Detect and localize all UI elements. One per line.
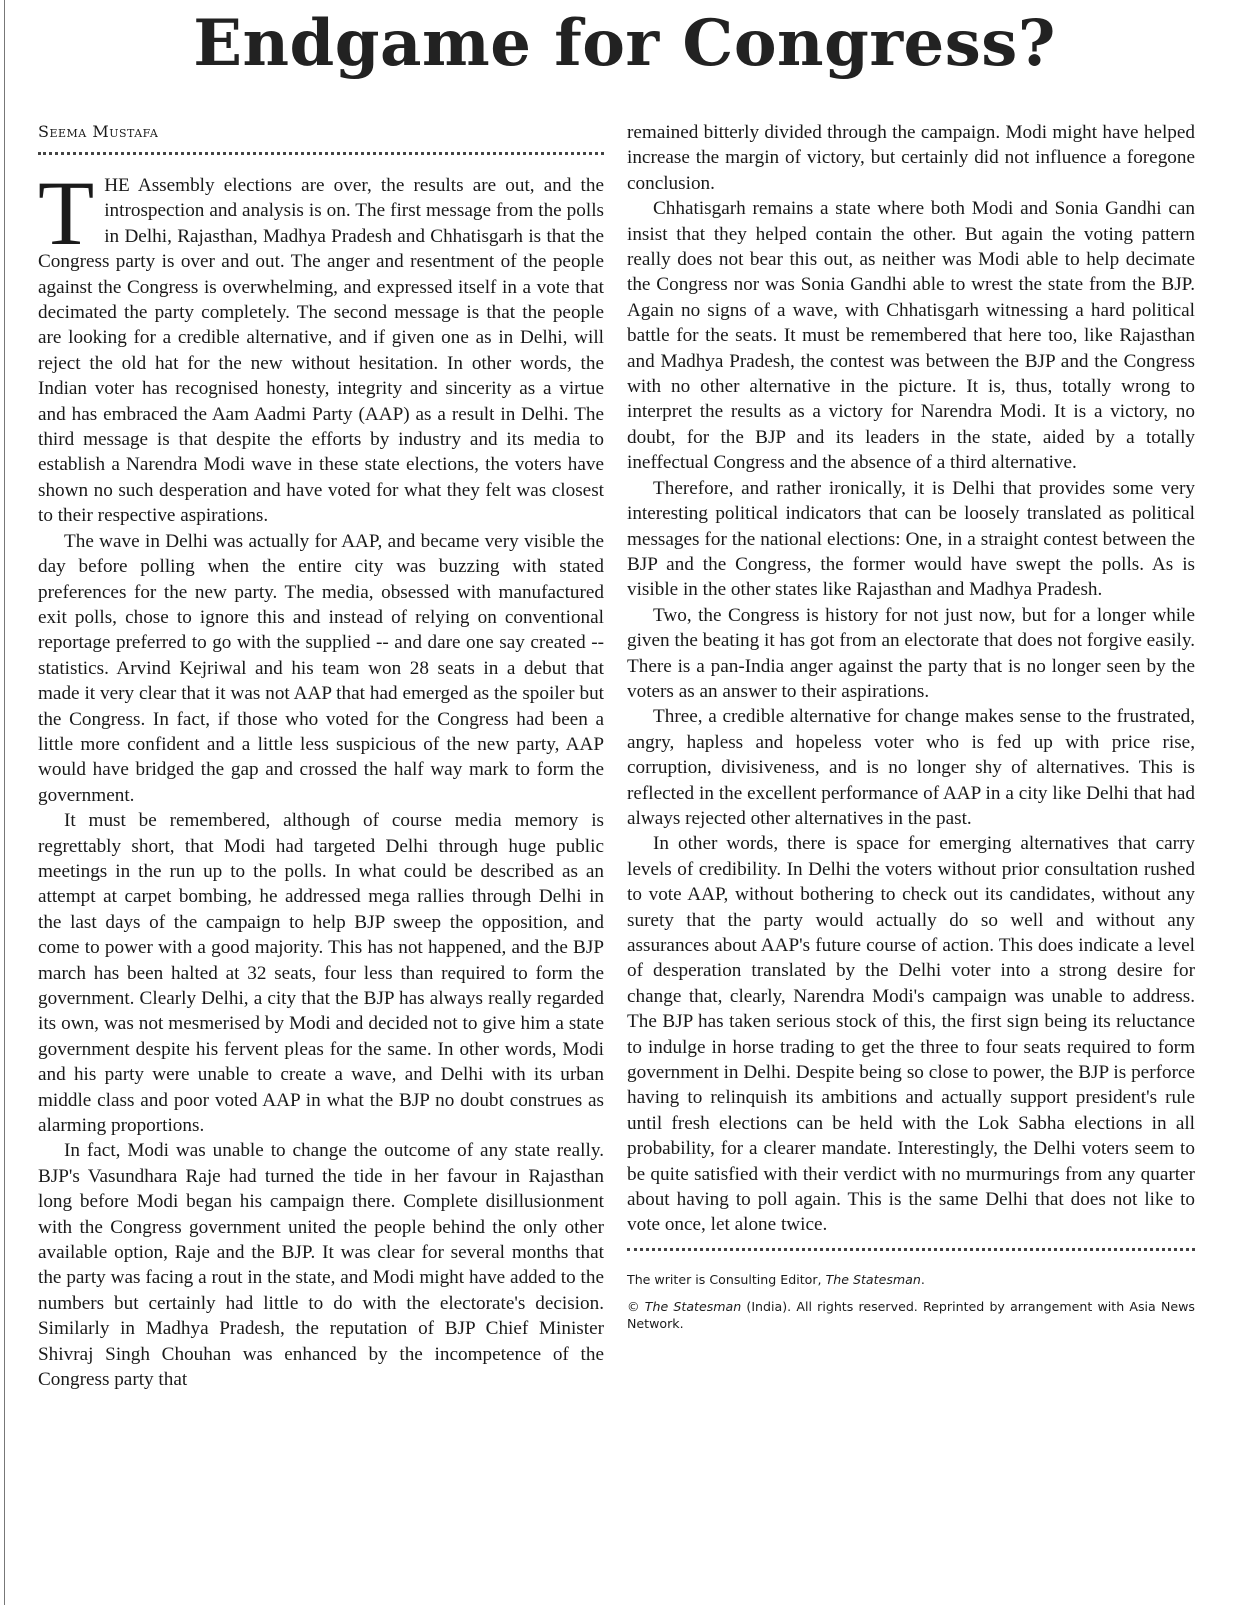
byline: Seema Mustafa <box>38 122 159 141</box>
right-column <box>627 120 1195 1342</box>
copyright-note <box>627 1298 1195 1332</box>
writer-footnote-prefix: The writer is Consulting Editor, <box>627 1271 826 1287</box>
byline-divider <box>38 152 604 155</box>
left-column <box>38 122 604 1393</box>
page-border <box>4 0 5 1605</box>
headline: Endgame for Congress? <box>193 6 1056 81</box>
copyright-rest: (India). All rights reserved. Reprinted by arrangement with Asia News Network. <box>627 1298 1195 1331</box>
article-paragraph: Chhatisgarh remains a state where both Modi and Sonia Gandhi can insist that they helped contain the other. But again the voting pattern really does not bear this out, as neither was Modi able to help decimate the Congress nor was Sonia Gandhi able to wrest the state from the BJP. Again no signs of a wave, with Chhatisgarh witnessing a hard political battle for the seats. It must be remembered that here too, like Rajasthan and Madhya Pradesh, the contest was between the BJP and the Congress with no other alternative in the picture. It is, thus, totally wrong to interpret the results as a victory for Narendra Modi. It is a victory, no doubt, for the BJP and its leaders in the state, aided by a totally ineffectual Congress and the absence of a third alternative. <box>627 198 1195 474</box>
article-paragraph: It must be remembered, although of course media memory is regrettably short, that Modi had targeted Delhi through huge public meetings in the run up to the polls. In what could be described as an attempt at carpet bombing, he addressed mega rallies through Delhi in the last days of the campaign to help BJP sweep the opposition, and come to power with a good majority. This has not happened, and the BJP march has been halted at 32 seats, four less than required to form the government. Clearly Delhi, a city that the BJP has always really regarded its own, was not mesmerised by Modi and decided not to give him a state government despite his fervent pleas for the same. In other words, Modi and his party were unable to create a wave, and Delhi with its urban middle class and poor voted AAP in what the BJP no doubt construes as alarming proportions. <box>38 810 604 1137</box>
copyright-publication: The Statesman <box>644 1298 742 1314</box>
article-paragraph: remained bitterly divided through the campaign. Modi might have helped increase the margin of victory, but certainly did not influence a foregone conclusion. <box>627 122 1195 194</box>
article-paragraph: In other words, there is space for emerging alternatives that carry levels of credibility. In Delhi the voters without prior consultation rushed to vote AAP, without bothering to check out its candidates, without any surety that the party would actually do so well and without any assurances about AAP's future course of action. This does indicate a level of desperation translated by the Delhi voter into a strong desire for change that, clearly, Narendra Modi's campaign was unable to address. The BJP has taken serious stock of this, the first sign being its reluctance to indulge in horse trading to get the three to four seats required to form government in Delhi. Despite being so close to power, the BJP is perforce having to relinquish its ambitions and actually support president's rule until fresh elections can be held with the Lok Sabha elections in all probability, for a clearer mandate. Interestingly, the Delhi voters seem to be quite satisfied with their verdict with no murmurings from any quarter about having to poll again. This is the same Delhi that does not like to vote once, let alone twice. <box>627 833 1195 1236</box>
writer-footnote-publication: The Statesman <box>825 1271 921 1287</box>
article-paragraph: The wave in Delhi was actually for AAP, and became very visible the day before polling when the entire city was buzzing with stated preferences for the new party. The media, obsessed with manufactured exit polls, chose to ignore this and instead of relying on conventional reportage preferred to go with the supplied -- and dare one say created -- statistics. Arvind Kejriwal and his team won 28 seats in a debut that made it very clear that it was not AAP that had emerged as the spoiler but the Congress. In fact, if those who voted for the Congress had been a little more confident and a little less suspicious of the new party, AAP would have bridged the gap and crossed the half way mark to form the government. <box>38 530 604 806</box>
paragraph-text: HE Assembly elections are over, the results are out, and the introspection and analysis is on. The first message from the polls in Delhi, Rajasthan, Madhya Pradesh and Chhatisgarh is that the Congress party is over and out. The anger and resentment of the people against the Congress is overwhelming, and expressed itself in a vote that decimated the party completely. The second message is that the people are looking for a credible alternative, and if given one as in Delhi, will reject the old hat for the new without hesitation. In other words, the Indian voter has recognised honesty, integrity and sincerity as a virtue and has embraced the Aam Aadmi Party (AAP) as a result in Delhi. The third message is that despite the efforts by industry and its media to establish a Narendra Modi wave in these state elections, the voters have shown no such desperation and have voted for what they felt was closest to their respective aspirations. <box>38 175 604 527</box>
writer-footnote <box>627 1271 1195 1288</box>
article-paragraph: In fact, Modi was unable to change the outcome of any state really. BJP's Vasundhara Raje had turned the tide in her favour in Rajasthan long before Modi began his campaign there. Complete disillusionment with the Congress government united the people behind the only other available option, Raje and the BJP. It was clear for several months that the party was facing a rout in the state, and Modi might have added to the numbers but certainly had little to do with the electorate's decision. Similarly in Madhya Pradesh, the reputation of BJP Chief Minister Shivraj Singh Chouhan was enhanced by the incompetence of the Congress party that <box>38 1140 604 1391</box>
article-paragraph: Therefore, and rather ironically, it is Delhi that provides some very interesting political indicators that can be loosely translated as political messages for the national elections: One, in a straight contest between the BJP and the Congress, the former would have swept the polls. As is visible in the other states like Rajasthan and Madhya Pradesh. <box>627 477 1195 601</box>
article-paragraph: Two, the Congress is history for not just now, but for a longer while given the beating it has got from an electorate that does not forgive easily. There is a pan-India anger against the party that is no longer seen by the voters as an answer to their aspirations. <box>627 604 1195 702</box>
footnote-divider <box>627 1248 1195 1251</box>
dropcap: T <box>38 162 95 264</box>
article-paragraph: Three, a credible alternative for change makes sense to the frustrated, angry, hapless and hopeless voter who is fed up with price rise, corruption, divisiveness, and is no longer shy of alternatives. This is reflected in the excellent performance of AAP in a city like Delhi that had always rejected other alternatives in the past. <box>627 706 1195 829</box>
copyright-symbol: © <box>627 1298 645 1314</box>
writer-footnote-suffix: . <box>920 1271 925 1287</box>
article-paragraph <box>38 162 604 529</box>
